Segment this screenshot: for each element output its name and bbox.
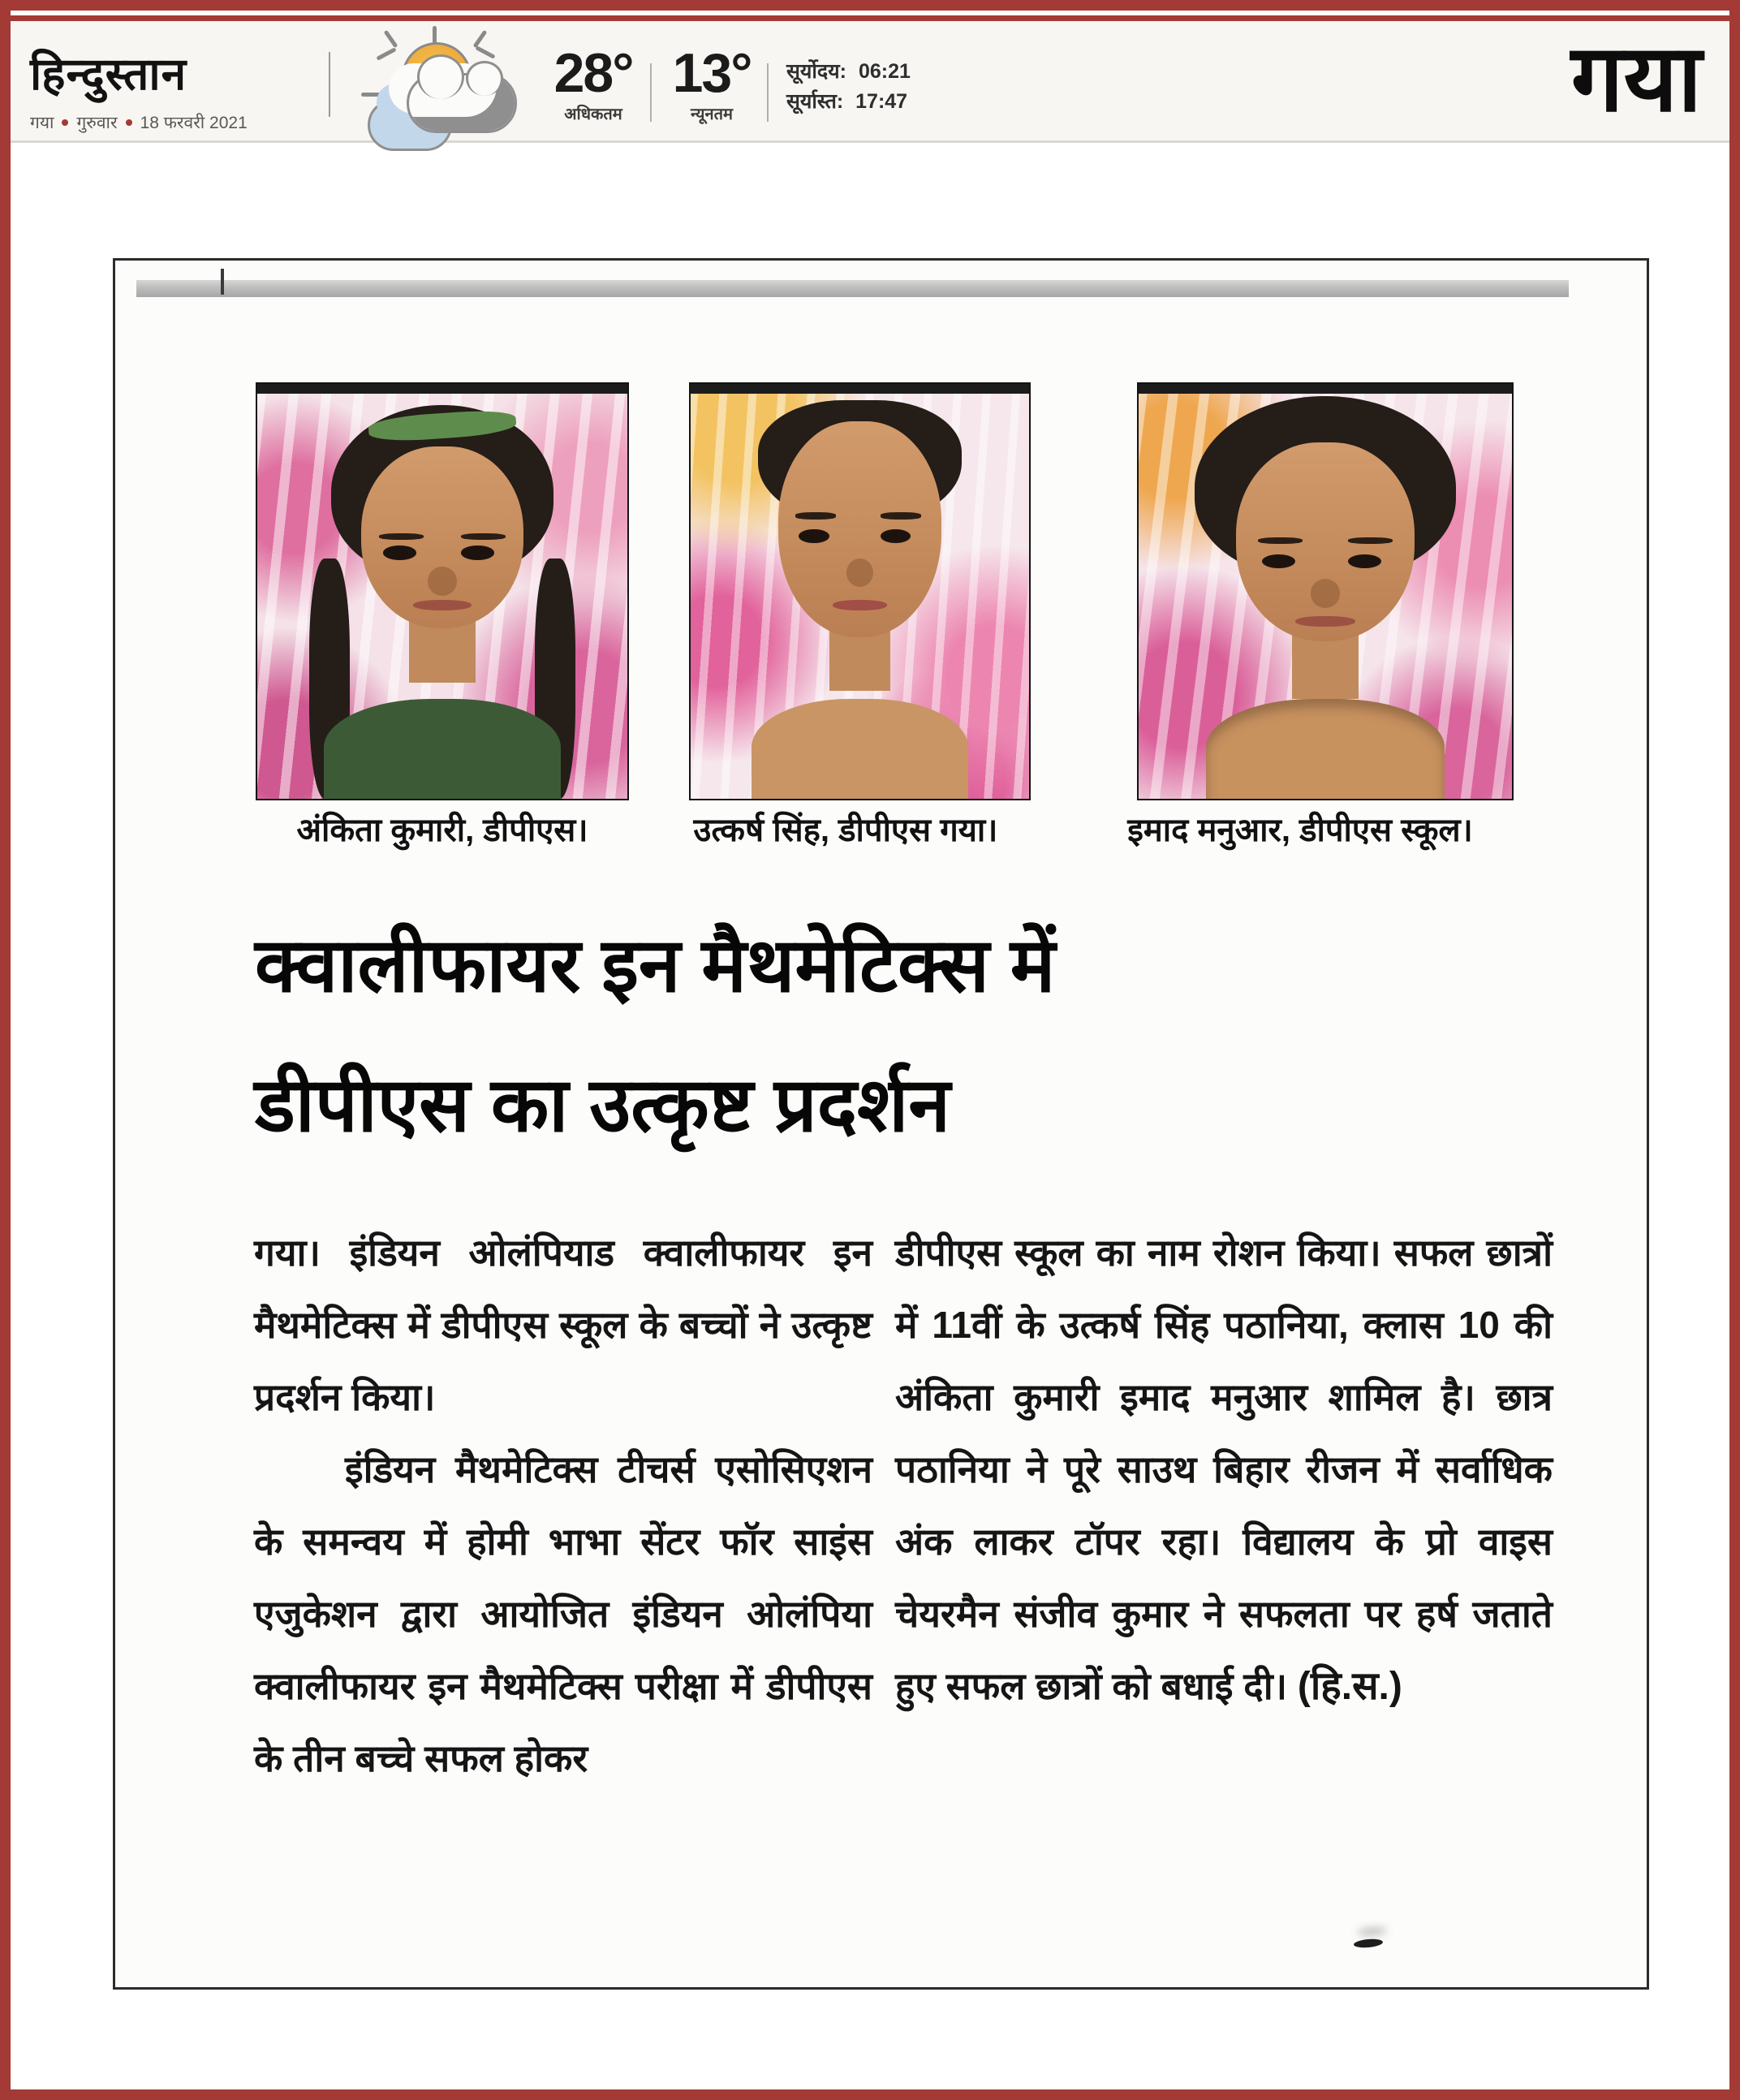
photo-caption: उत्कर्ष सिंह, डीपीएस गया।: [693, 813, 998, 848]
newspaper-header: [11, 21, 1729, 143]
photo-caption: अंकिता कुमारी, डीपीएस।: [296, 813, 588, 848]
bullet-separator-icon: [62, 119, 68, 126]
dateline-day: गुरुवार: [76, 114, 118, 132]
max-temperature-value: 28°: [553, 42, 633, 104]
uniform: [324, 699, 561, 800]
header-divider: [767, 63, 769, 122]
sunrise-label: सूर्योदय:: [786, 60, 846, 83]
dateline-city: गया: [30, 114, 54, 132]
sunrise-row: [786, 57, 911, 87]
dateline-date: 18 फरवरी 2021: [140, 114, 248, 132]
max-temperature-block: [536, 42, 650, 124]
neck: [1292, 633, 1359, 700]
headline-line-2: डीपीएस का उत्कृष्ट प्रदर्शन: [255, 1063, 951, 1147]
sunset-label: सूर्यास्त:: [786, 90, 844, 113]
article-body: [254, 1217, 1553, 1795]
body-paragraph: इंडियन मैथमेटिक्स टीचर्स एसोसिएशन के समन्वय में होमी भाभा सेंटर फॉर साइंस एजुकेशन द्वारा आयोजित इंडियन ओलंपिया क्वालीफायर इन मैथमेटिक्स परीक्षा में डीपीएस के तीन बच्चे सफल होकर: [254, 1448, 872, 1779]
sunrise-time: 06:21: [858, 60, 911, 83]
article-headline: [255, 895, 1570, 1175]
min-temperature-block: [658, 42, 765, 124]
min-temperature-value: 13°: [672, 42, 752, 104]
sunset-time: 17:47: [855, 90, 908, 113]
agency-credit: (हि.स.): [1297, 1665, 1402, 1708]
scan-smudge-mark: [1354, 1938, 1384, 1948]
scan-gray-bar: [136, 280, 1569, 297]
body-text: डीपीएस स्कूल का नाम रोशन किया। सफल छात्रों में 11वीं के उत्कर्ष सिंह पठानिया, क्लास 10 की अंकिता कुमारी इमाद मनुआर शामिल है। छात्र पठानिया ने पूरे साउथ बिहार रीजन में सर्वाधिक अंक लाकर टॉपर रहा। विद्यालय के प्रो वाइस चेयरमैन संजीव कुमार ने सफलता पर हर्ष जताते हुए सफल छात्रों को बधाई दी।: [895, 1231, 1553, 1707]
masthead-title: हिन्दुस्तान: [30, 49, 187, 99]
edition-name: गया: [1570, 27, 1702, 131]
shoulders: [1206, 699, 1445, 800]
top-border-stripe: [11, 15, 1729, 21]
sunset-row: [786, 87, 911, 117]
photo-caption: इमाद मनुआर, डीपीएस स्कूल।: [1127, 813, 1473, 848]
sun-behind-clouds-icon: [338, 31, 525, 161]
masthead-block: [30, 42, 248, 134]
student-photo-utkarsh: [689, 382, 1031, 800]
headline-line-1: क्वालीफायर इन मैथमेटिक्स में: [255, 923, 1056, 1007]
student-photo-imad: [1137, 382, 1514, 800]
body-paragraph: गया। इंडियन ओलंपियाड क्वालीफायर इन मैथमेटिक्स में डीपीएस स्कूल के बच्चों ने उत्कृष्ट प्रदर्शन किया।: [254, 1231, 872, 1418]
sunrise-sunset-block: [786, 57, 911, 117]
scan-tick-mark: [221, 269, 224, 295]
min-temperature-label: न्यूनतम: [691, 106, 733, 123]
dateline: [30, 111, 248, 134]
body-column-left: [254, 1217, 872, 1795]
body-paragraph: [895, 1217, 1553, 1723]
bullet-separator-icon: [126, 119, 132, 126]
shoulders: [752, 699, 968, 800]
article-clipping: [113, 258, 1649, 1990]
body-column-right: [895, 1217, 1553, 1795]
student-photo-ankita: [256, 382, 629, 800]
max-temperature-label: अधिकतम: [564, 106, 622, 123]
header-divider: [650, 63, 652, 122]
header-divider: [329, 52, 330, 117]
